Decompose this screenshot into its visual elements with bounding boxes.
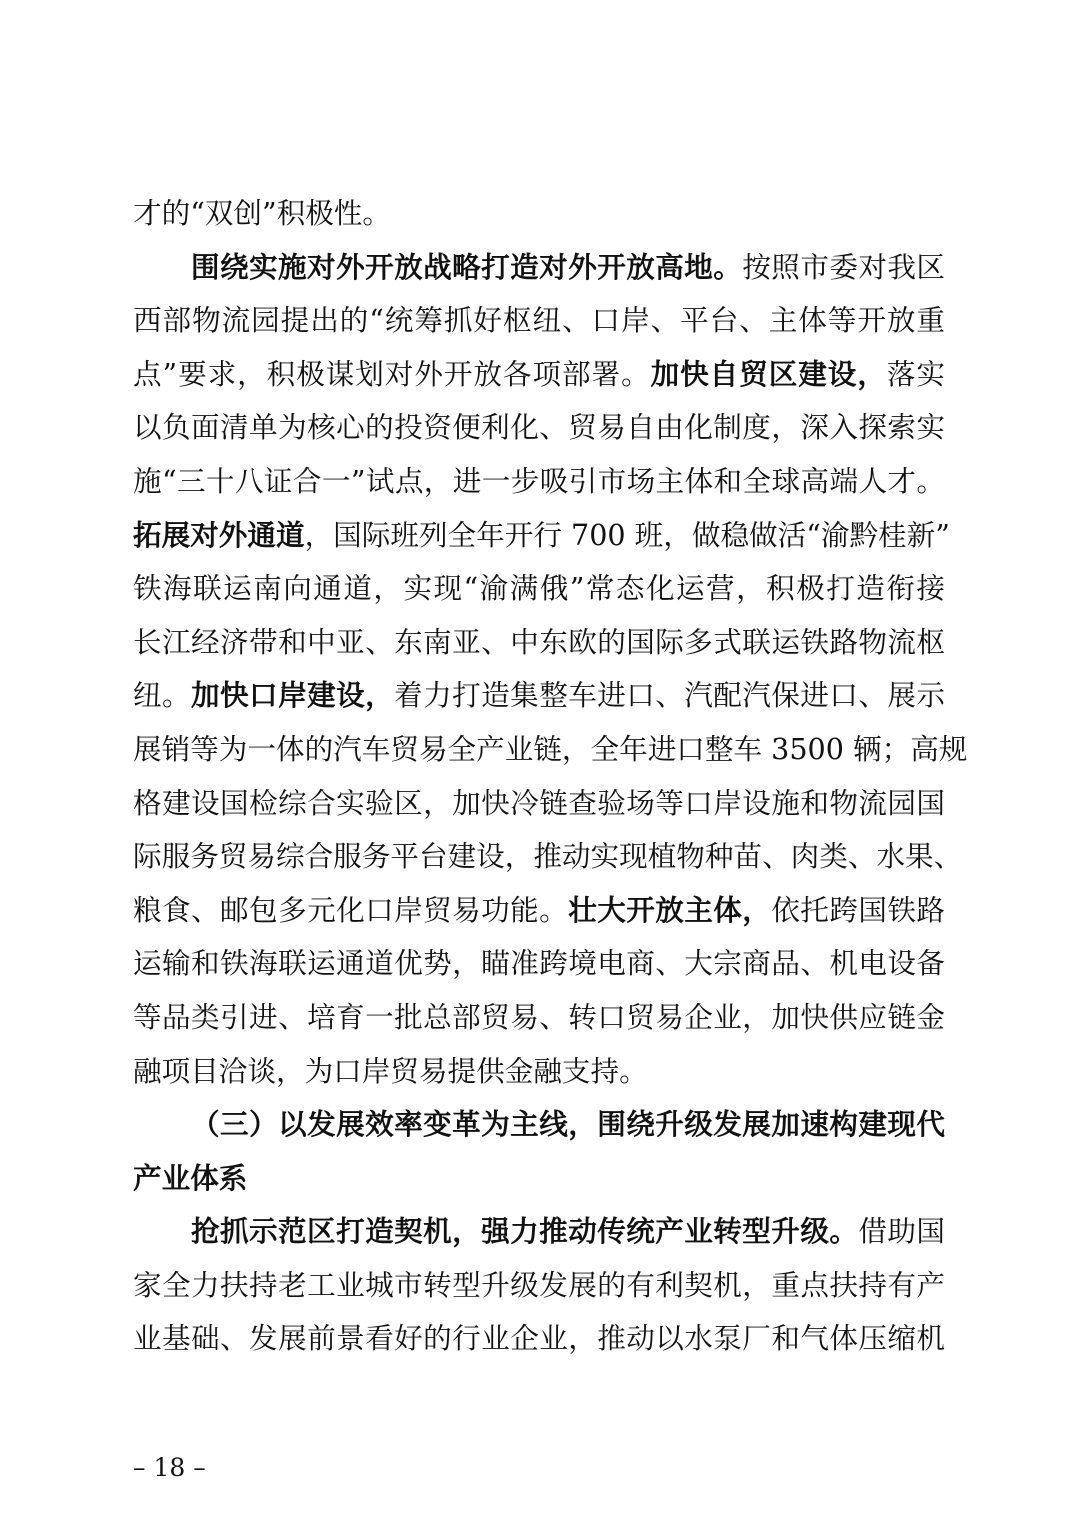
text-line bbox=[133, 669, 945, 723]
text-line bbox=[133, 1098, 945, 1152]
text-run: 业基础、发展前景看好的行业企业，推动以水泵厂和气体压缩机 bbox=[133, 1321, 945, 1356]
text-line bbox=[133, 241, 945, 295]
bold-phrase: 壮大开放主体， bbox=[568, 892, 772, 927]
text-line bbox=[133, 294, 945, 348]
text-run: 按照市委对我区 bbox=[742, 249, 945, 284]
text-run: 落实 bbox=[886, 356, 945, 391]
bold-phrase: 产业体系 bbox=[133, 1160, 248, 1195]
bold-phrase: 加快自贸区建设， bbox=[650, 356, 887, 391]
text-line bbox=[133, 1205, 945, 1259]
text-run: 点”要求，积极谋划对外开放各项部署。 bbox=[133, 356, 651, 391]
text-line bbox=[133, 937, 945, 991]
text-run: 借助国 bbox=[858, 1214, 945, 1249]
text-run: ，国际班列全年开行 700 班，做稳做活“渝黔桂新” bbox=[304, 517, 950, 552]
text-run: 融项目洽谈，为口岸贸易提供金融支持。 bbox=[133, 1053, 648, 1088]
text-run: 家全力扶持老工业城市转型升级发展的有利契机，重点扶持有产 bbox=[133, 1267, 945, 1302]
text-run: 等品类引进、培育一批总部贸易、转口贸易企业，加快供应链金 bbox=[133, 999, 945, 1034]
text-line bbox=[133, 187, 945, 241]
bold-phrase: （三）以发展效率变革为主线，围绕升级发展加速构建现代 bbox=[191, 1107, 945, 1142]
text-run: 西部物流园提出的“统筹抓好枢纽、口岸、平台、主体等开放重 bbox=[133, 303, 945, 338]
text-run: 长江经济带和中亚、东南亚、中东欧的国际多式联运铁路物流枢 bbox=[133, 624, 945, 659]
text-run: 才的“双创”积极性。 bbox=[133, 196, 391, 230]
text-line bbox=[133, 1045, 945, 1099]
text-run: 施“三十八证合一”试点，进一步吸引市场主体和全球高端人才。 bbox=[133, 463, 945, 498]
bold-phrase: 拓展对外通道 bbox=[133, 517, 305, 552]
text-line bbox=[133, 1152, 945, 1206]
text-line bbox=[133, 1312, 945, 1366]
text-run: 际服务贸易综合服务平台建设，推动实现植物种苗、肉类、水果、 bbox=[133, 839, 963, 874]
text-line bbox=[133, 777, 945, 831]
text-run: 纽。 bbox=[133, 678, 192, 713]
bold-phrase: 围绕实施对外开放战略打造对外开放高地。 bbox=[191, 249, 743, 284]
text-run: 展销等为一体的汽车贸易全产业链，全年进口整车 3500 辆；高规 bbox=[133, 731, 968, 766]
text-run: 依托跨国铁路 bbox=[771, 892, 945, 927]
page-number: – 18 – bbox=[133, 1453, 206, 1482]
document-body bbox=[133, 187, 968, 1366]
text-line bbox=[133, 509, 950, 563]
text-line bbox=[133, 401, 945, 455]
text-line bbox=[133, 455, 945, 509]
text-line bbox=[133, 991, 945, 1045]
text-run: 以负面清单为核心的投资便利化、贸易自由化制度，深入探索实 bbox=[133, 410, 945, 445]
text-line bbox=[133, 723, 968, 777]
text-line bbox=[133, 1259, 945, 1313]
text-line bbox=[133, 616, 945, 670]
text-line bbox=[133, 348, 945, 402]
bold-phrase: 加快口岸建设， bbox=[191, 678, 395, 713]
text-line bbox=[133, 830, 963, 884]
text-run: 运输和铁海联运通道优势，瞄准跨境电商、大宗商品、机电设备 bbox=[133, 946, 945, 981]
text-run: 着力打造集整车进口、汽配汽保进口、展示 bbox=[394, 678, 945, 713]
text-line bbox=[133, 884, 945, 938]
text-run: 格建设国检综合实验区，加快冷链查验场等口岸设施和物流园国 bbox=[133, 785, 945, 820]
text-line bbox=[133, 562, 945, 616]
text-run: 铁海联运南向通道，实现“渝满俄”常态化运营，积极打造衔接 bbox=[133, 571, 945, 606]
text-run: 粮食、邮包多元化口岸贸易功能。 bbox=[133, 892, 569, 927]
bold-phrase: 抢抓示范区打造契机，强力推动传统产业转型升级。 bbox=[191, 1214, 859, 1249]
